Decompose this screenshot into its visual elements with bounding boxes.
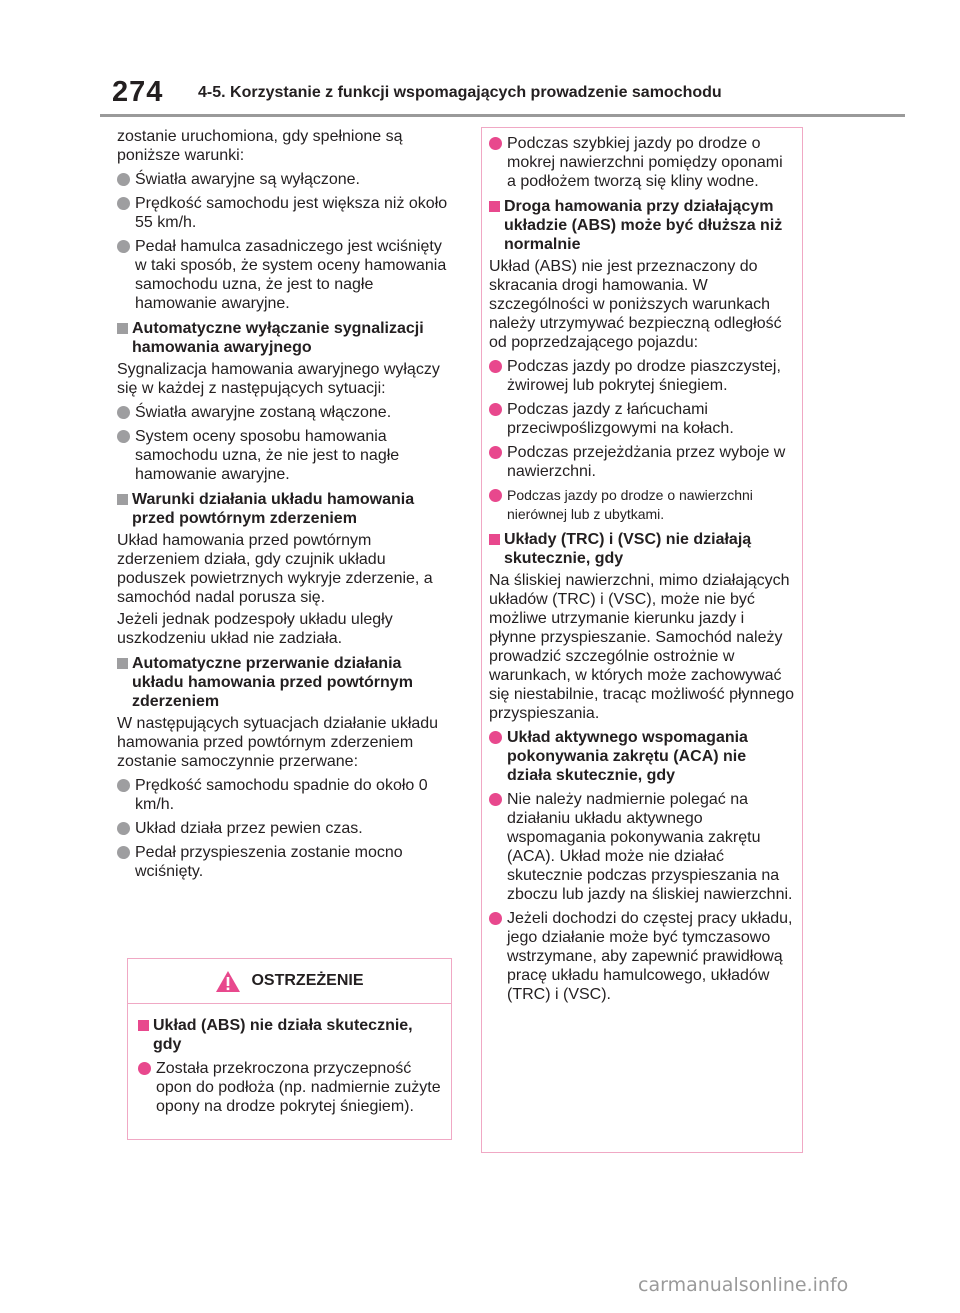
bullet-icon xyxy=(489,403,502,416)
intro-text: zostanie uruchomiona, gdy spełnione są poniższe warunki: xyxy=(117,128,403,164)
list-item: Podczas jazdy po drodze piaszczystej, żwirowej lub pokrytej śniegiem. xyxy=(489,357,795,395)
chapter-title: 4-5. Korzystanie z funkcji wspomagających prowadzenie samochodu xyxy=(198,84,722,101)
section-heading: Automatyczne wyłączanie sygnalizacji hamowania awaryjnego xyxy=(117,319,452,357)
bullet-icon xyxy=(117,846,130,859)
list-item: Podczas jazdy po drodze o nawierzchni nierównej lub z ubytkami. xyxy=(489,486,795,524)
list-item: Układ działa przez pewien czas. xyxy=(117,819,452,838)
square-bullet-icon xyxy=(117,494,128,505)
bullet-icon xyxy=(489,793,502,806)
bullet-icon xyxy=(117,197,130,210)
list-item: Światła awaryjne zostaną włączone. xyxy=(117,403,452,422)
warning-continuation-box xyxy=(481,127,803,1153)
page-number: 274 xyxy=(112,76,164,108)
list-item: Podczas szybkiej jazdy po drodze o mokrej nawierzchni pomiędzy oponami a podłożem tworzą się kliny wodne. xyxy=(489,134,795,191)
section-heading: Automatyczne przerwanie działania układu hamowania przed powtórnym zderzeniem xyxy=(117,654,452,711)
list-item: Światła awaryjne są wyłączone. xyxy=(117,170,452,189)
square-bullet-icon xyxy=(117,658,128,669)
square-bullet-icon xyxy=(489,201,500,212)
section-heading: Układy (TRC) i (VSC) nie działają skutecznie, gdy xyxy=(489,530,795,568)
paragraph: Układ (ABS) nie jest przeznaczony do skracania drogi hamowania. W szczególności w poniższych warunkach należy utrzymywać bezpieczną odległość od poprzedzającego pojazdu: xyxy=(489,258,782,351)
bullet-icon xyxy=(117,406,130,419)
bullet-icon xyxy=(489,446,502,459)
warning-triangle-icon xyxy=(215,970,241,993)
bullet-icon xyxy=(489,912,502,925)
section-heading: Układ aktywnego wspomagania pokonywania zakrętu (ACA) nie działa skutecznie, gdy xyxy=(489,728,795,785)
list-item: Prędkość samochodu spadnie do około 0 km/h. xyxy=(117,776,452,814)
paragraph: W następujących sytuacjach działanie układu hamowania przed powtórnym zderzeniem zostanie samoczynnie przerwane: xyxy=(117,715,439,770)
bullet-icon xyxy=(489,360,502,373)
list-item: Pedał hamulca zasadniczego jest wciśnięty w taki sposób, że system oceny hamowania samochodu uzna, że jest to nagłe hamowanie awaryjne. xyxy=(117,237,452,313)
bullet-icon xyxy=(117,822,130,835)
paragraph: Sygnalizacja hamowania awaryjnego wyłączy się w każdej z następujących sytuacji: xyxy=(117,361,440,397)
list-item: Podczas przejeżdżania przez wyboje w nawierzchni. xyxy=(489,443,795,481)
list-item: Została przekroczona przyczepność opon do podłoża (np. nadmiernie zużyte opony na drodze pokrytej śniegiem). xyxy=(138,1059,441,1116)
warning-title: OSTRZEŻENIE xyxy=(138,959,441,1003)
bullet-icon xyxy=(117,779,130,792)
square-bullet-icon xyxy=(138,1020,149,1031)
page-header xyxy=(100,76,905,116)
bullet-icon xyxy=(489,731,502,744)
paragraph: Jeżeli jednak podzespoły układu uległy uszkodzeniu układ nie zadziała. xyxy=(117,611,393,647)
list-item: Podczas jazdy z łańcuchami przeciwpoślizgowymi na kołach. xyxy=(489,400,795,438)
bullet-icon xyxy=(138,1062,151,1075)
section-heading: Warunki działania układu hamowania przed powtórnym zderzeniem xyxy=(117,490,452,528)
list-item: Nie należy nadmiernie polegać na działaniu układu aktywnego wspomagania pokonywania zakrętu (ACA). Układ może nie działać skutecznie podczas przyspieszania na zboczu lub jazdy na śliskiej nawierzchni. xyxy=(489,790,795,904)
square-bullet-icon xyxy=(489,534,500,545)
bullet-icon xyxy=(489,489,502,502)
left-column xyxy=(117,124,452,881)
warning-heading: Układ (ABS) nie działa skutecznie, gdy xyxy=(138,1016,441,1054)
section-heading: Droga hamowania przy działającym układzie (ABS) może być dłuższa niż normalnie xyxy=(489,197,795,254)
paragraph: Na śliskiej nawierzchni, mimo działających układów (TRC) i (VSC), może nie być możliwe utrzymanie kierunku jazdy i płynne przyspieszanie. Samochód należy prowadzić szczególnie ostrożnie w warunkach, w których może zachowywać się niestabilnie, tracąc możliwość płynnego przyspieszania. xyxy=(489,572,795,722)
list-item: System oceny sposobu hamowania samochodu uzna, że nie jest to nagłe hamowanie awaryjne. xyxy=(117,427,452,484)
bullet-icon xyxy=(489,137,502,150)
paragraph: Układ hamowania przed powtórnym zderzeniem działa, gdy czujnik układu poduszek powietrznych wykryje zderzenie, a samochód nadal porusza się. xyxy=(117,532,433,606)
watermark: carmanualsonline.info xyxy=(638,1274,849,1296)
header-divider xyxy=(100,114,905,117)
list-item: Jeżeli dochodzi do częstej pracy układu, jego działanie może być tymczasowo wstrzymane, aby zapewnić prawidłową pracę układu hamulcowego, układów (TRC) i (VSC). xyxy=(489,909,795,1004)
warning-box xyxy=(127,958,452,1140)
bullet-icon xyxy=(117,173,130,186)
bullet-icon xyxy=(117,240,130,253)
square-bullet-icon xyxy=(117,323,128,334)
list-item: Pedał przyspieszenia zostanie mocno wciśnięty. xyxy=(117,843,452,881)
list-item: Prędkość samochodu jest większa niż około 55 km/h. xyxy=(117,194,452,232)
bullet-icon xyxy=(117,430,130,443)
